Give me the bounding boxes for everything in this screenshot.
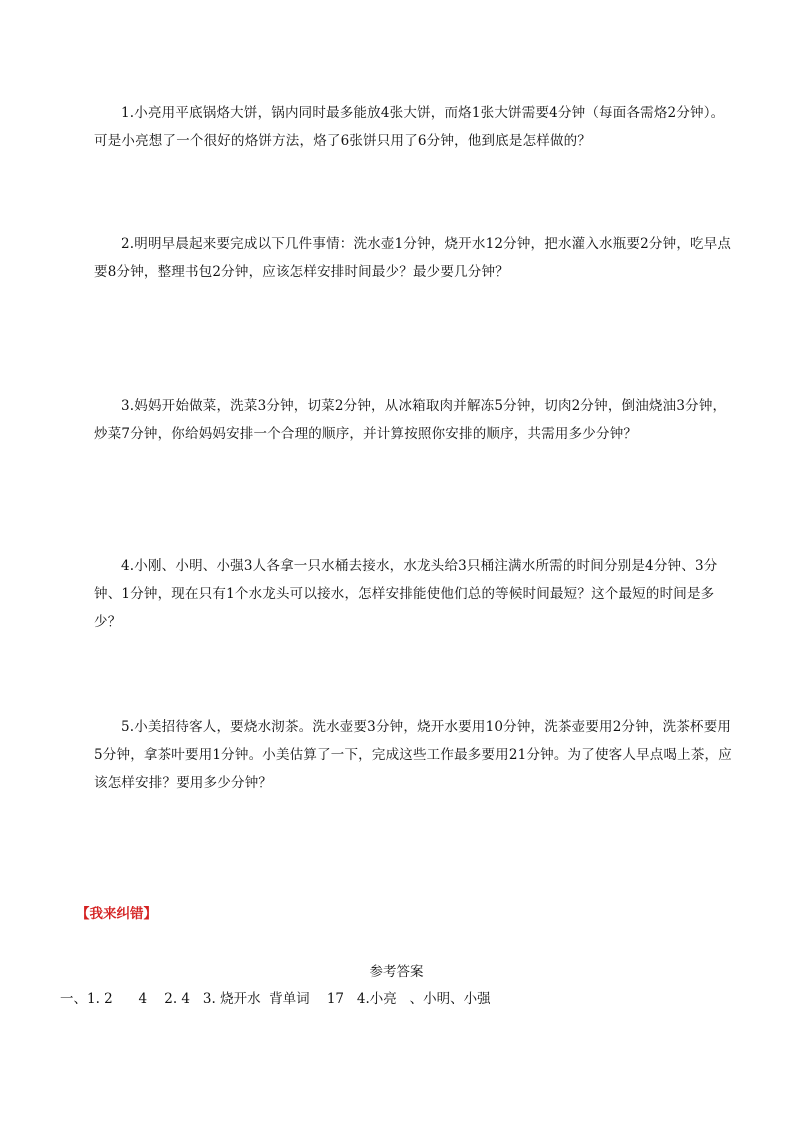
problem-1: 1.小亮用平底锅烙大饼，锅内同时最多能放4张大饼，而烙1张大饼需要4分钟（每面各需烙2分钟）。可是小亮想了一个很好的烙饼方法，烙了6张饼只用了6分钟，他到底是怎样做的？	[94, 105, 725, 149]
answer-line: 一、1. 2 4 2. 4 3. 烧开水 背单词 17 4.小亮 、小明、小强	[60, 991, 491, 1007]
problem-5: 5.小美招待客人，要烧水沏茶。洗水壶要3分钟，烧开水要用10分钟，洗茶壶要用2分钟，洗茶杯要用5分钟，拿茶叶要用1分钟。小美估算了一下，完成这些工作最多要用21分钟。为了使客人早点喝上茶，应该怎样安排？要用多少分钟？	[94, 719, 732, 791]
problem-2: 2.明明早晨起来要完成以下几件事情：洗水壶1分钟，烧开水12分钟，把水灌入水瓶要2分钟，吃早点要8分钟，整理书包2分钟，应该怎样安排时间最少？最少要几分钟？	[94, 236, 732, 280]
problem-4: 4.小刚、小明、小强3人各拿一只水桶去接水，水龙头给3只桶注满水所需的时间分别是4分钟、3分钟、1分钟，现在只有1个水龙头可以接水，怎样安排能使他们总的等候时间最短？这个最短的时间是多少？	[94, 558, 718, 630]
answer-title: 参考答案	[369, 964, 424, 980]
problem-3: 3.妈妈开始做菜，洗菜3分钟，切菜2分钟，从冰箱取肉并解冻5分钟，切肉2分钟，倒油烧油3分钟，炒菜7分钟，你给妈妈安排一个合理的顺序，并计算按照你安排的顺序，共需用多少分钟？	[94, 398, 727, 442]
correction-heading: 【我来纠错】	[76, 906, 157, 922]
